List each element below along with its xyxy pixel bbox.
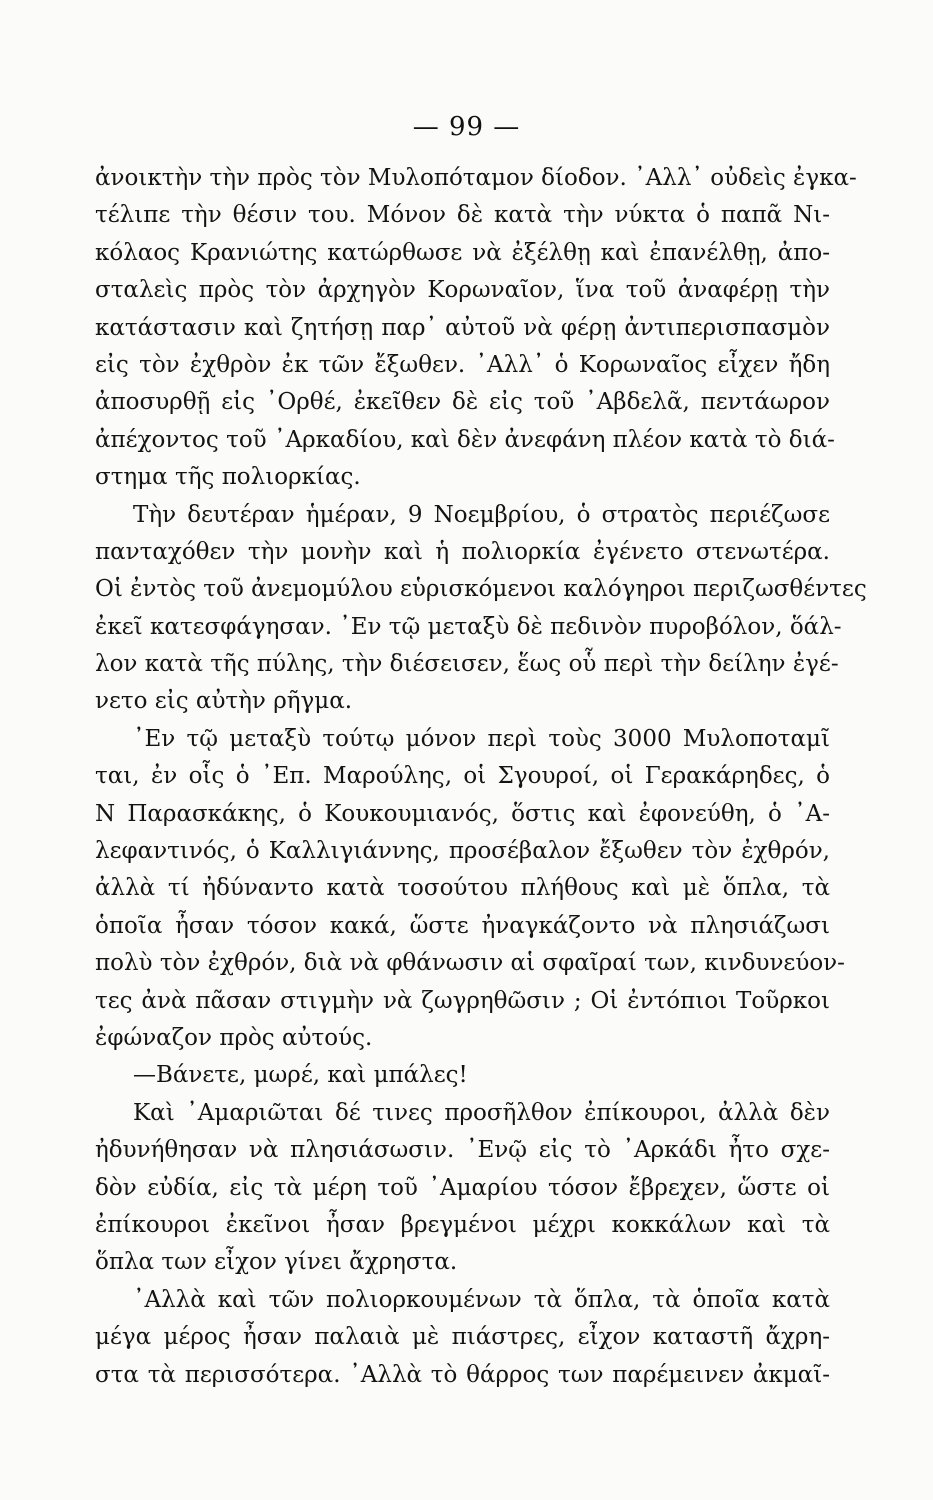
text-line: ἐπίκουροι ἐκεῖνοι ἦσαν βρεγμένοι μέχρι κοκκάλων καὶ τὰ <box>95 1211 830 1238</box>
text-line: ται, ἐν οἷς ὁ ᾿Επ. Μαρούλης, οἱ Σγουροί, οἱ Γερακάρηδες, ὁ <box>95 763 830 790</box>
text-line: ὁποῖα ἦσαν τόσον κακά, ὥστε ἠναγκάζοντο νὰ πλησιάζωσι <box>95 912 830 939</box>
text-line: μέγα μέρος ἦσαν παλαιὰ μὲ πιάστρες, εἶχον καταστῆ ἄχρη- <box>95 1324 830 1351</box>
text-line: κατάστασιν καὶ ζητήσῃ παρ᾿ αὐτοῦ νὰ φέρῃ ἀντιπερισπασμὸν <box>95 314 830 341</box>
text-line: Τὴν δευτέραν ἡμέραν, 9 Νοεμβρίου, ὁ στρατὸς περιέζωσε <box>133 501 830 528</box>
text-line: ἐκεῖ κατεσφάγησαν. ᾿Εν τῷ μεταξὺ δὲ πεδινὸν πυροβόλον, ὅάλ- <box>95 613 842 640</box>
text-line: νετο εἰς αὐτὴν ρῆγμα. <box>95 688 353 715</box>
text-line: ἀνοικτὴν τὴν πρὸς τὸν Μυλοπόταμον δίοδον. ᾿Αλλ᾿ οὐδεὶς ἐγκα- <box>95 165 857 191</box>
text-line: ὅπλα των εἶχον γίνει ἄχρηστα. <box>95 1249 458 1276</box>
page-number: — 99 — <box>412 112 521 142</box>
text-line: ᾿Εν τῷ μεταξὺ τούτῳ μόνον περὶ τοὺς 3000 Μυλοποταμῖ <box>133 725 830 752</box>
text-line: ᾿Αλλὰ καὶ τῶν πολιορκουμένων τὰ ὅπλα, τὰ ὁποῖα κατὰ <box>133 1286 830 1313</box>
text-line: ἀποσυρθῇ εἰς ᾿Ορθέ, ἐκεῖθεν δὲ εἰς τοῦ ᾿Αβδελᾶ, πεντάωρον <box>95 389 830 416</box>
text-line: στα τὰ περισσότερα. ᾿Αλλὰ τὸ θάρρος των παρέμεινεν ἀκμαῖ- <box>95 1361 830 1388</box>
text-line: τέλιπε τὴν θέσιν του. Μόνον δὲ κατὰ τὴν νύκτα ὁ παπᾶ Νι- <box>95 202 830 229</box>
text-line: ἐφώναζον πρὸς αὐτούς. <box>95 1024 373 1051</box>
text-line: ἀλλὰ τί ἠδύναντο κατὰ τοσούτου πλήθους καὶ μὲ ὅπλα, τὰ <box>95 875 830 902</box>
text-line: πολὺ τὸν ἐχθρόν, διὰ νὰ φθάνωσιν αἱ σφαῖραί των, κινδυνεύον- <box>95 950 845 977</box>
text-line: Καὶ ᾿Αμαριῶται δέ τινες προσῆλθον ἐπίκουροι, ἀλλὰ δὲν <box>133 1099 830 1126</box>
text-line: Ν Παρασκάκης, ὁ Κουκουμιανός, ὅστις καὶ ἐφονεύθη, ὁ ᾿Α- <box>95 800 830 827</box>
text-line: ἠδυνήθησαν νὰ πλησιάσωσιν. ᾿Ενῷ εἰς τὸ ᾿Αρκάδι ἦτο σχε- <box>95 1137 830 1164</box>
text-line: κόλαος Κρανιώτης κατώρθωσε νὰ ἐξέλθῃ καὶ ἐπανέλθῃ, ἀπο- <box>95 239 830 266</box>
text-line: Οἱ ἐντὸς τοῦ ἀνεμομύλου εὑρισκόμενοι καλόγηροι περιζωσθέντες <box>95 576 867 603</box>
text-line: τες ἀνὰ πᾶσαν στιγμὴν νὰ ζωγρηθῶσιν ; Οἱ ἐντόπιοι Τοῦρκοι <box>95 987 830 1014</box>
text-line: ἀπέχοντος τοῦ ᾿Αρκαδίου, καὶ δὲν ἀνεφάνη πλέον κατὰ τὸ διά- <box>95 426 835 453</box>
text-line: εἰς τὸν ἐχθρὸν ἐκ τῶν ἔξωθεν. ᾿Αλλ᾿ ὁ Κορωναῖος εἶχεν ἤδη <box>95 351 830 378</box>
text-line: λεφαντινός, ὁ Καλλιγιάννης, προσέβαλον ἔξωθεν τὸν ἐχθρόν, <box>95 838 830 865</box>
text-line: λον κατὰ τῆς πύλης, τὴν διέσεισεν, ἕως οὗ περὶ τὴν δείλην ἐγέ- <box>95 651 839 678</box>
body-text <box>95 160 867 1394</box>
text-line: δὸν εὐδία, εἰς τὰ μέρη τοῦ ᾿Αμαρίου τόσον ἔβρεχεν, ὥστε οἱ <box>95 1174 830 1201</box>
text-line: —Βάνετε, μωρέ, καὶ μπάλες! <box>133 1062 468 1089</box>
text-line: πανταχόθεν τὴν μονὴν καὶ ἡ πολιορκία ἐγένετο στενωτέρα. <box>95 538 830 565</box>
text-line: στημα τῆς πολιορκίας. <box>95 464 361 491</box>
text-line: σταλεὶς πρὸς τὸν ἀρχηγὸν Κορωναῖον, ἵνα τοῦ ἀναφέρῃ τὴν <box>95 277 830 304</box>
